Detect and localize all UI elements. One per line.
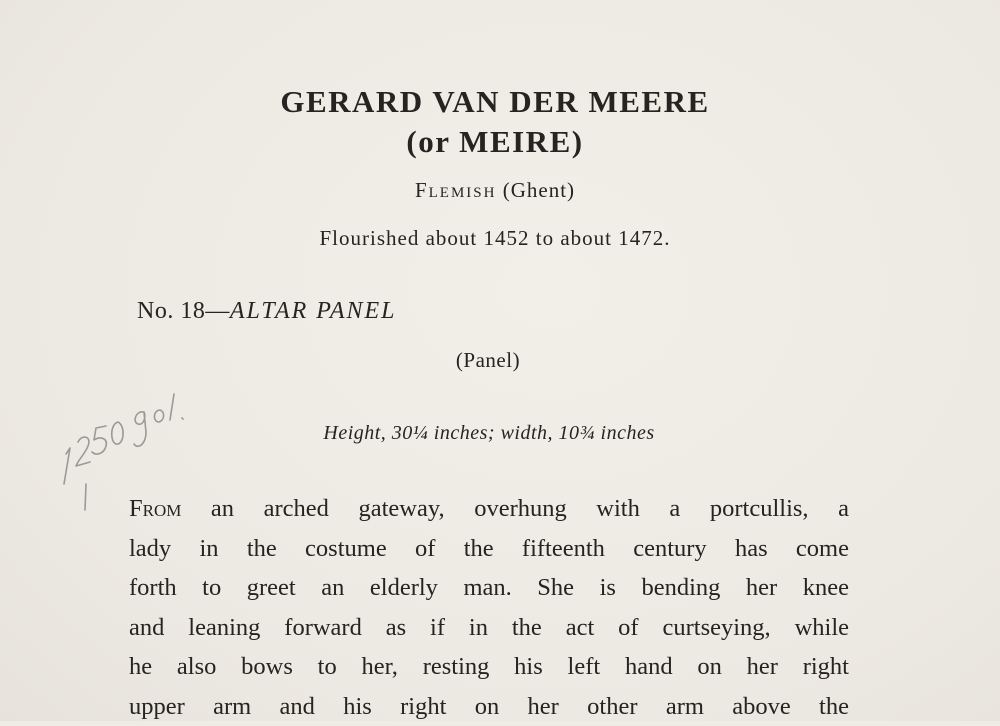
paragraph-line: and leaning forward as if in the act of curtseying, while [129, 608, 849, 648]
artwork-title: ALTAR PANEL [230, 298, 397, 324]
artist-alternate-name: (or MEIRE) [0, 124, 990, 160]
description-paragraph [129, 489, 849, 726]
paragraph-line: lady in the costume of the fifteenth century has come [129, 529, 849, 569]
paragraph-line: he also bows to her, resting his left hand on her right [129, 647, 849, 687]
artwork-medium: (Panel) [0, 348, 976, 373]
school-nationality: Flemish [415, 178, 497, 202]
school-line [0, 178, 990, 203]
school-city: (Ghent) [503, 178, 575, 202]
paragraph-line: upper arm and his right on her other arm above the [129, 687, 849, 726]
paragraph-line: forth to greet an elderly man. She is bending her knee [129, 568, 849, 608]
artist-name-heading: GERARD VAN DER MEERE [0, 84, 990, 120]
catalog-entry-heading [137, 298, 397, 325]
drop-word: From [129, 495, 181, 522]
catalog-number: No. 18— [137, 298, 230, 324]
paragraph-line-text: an arched gateway, overhung with a portcullis, a [181, 495, 849, 522]
artist-dates: Flourished about 1452 to about 1472. [0, 226, 990, 251]
artwork-dimensions: Height, 30¼ inches; width, 10¾ inches [0, 422, 978, 445]
paragraph-line [129, 489, 849, 529]
